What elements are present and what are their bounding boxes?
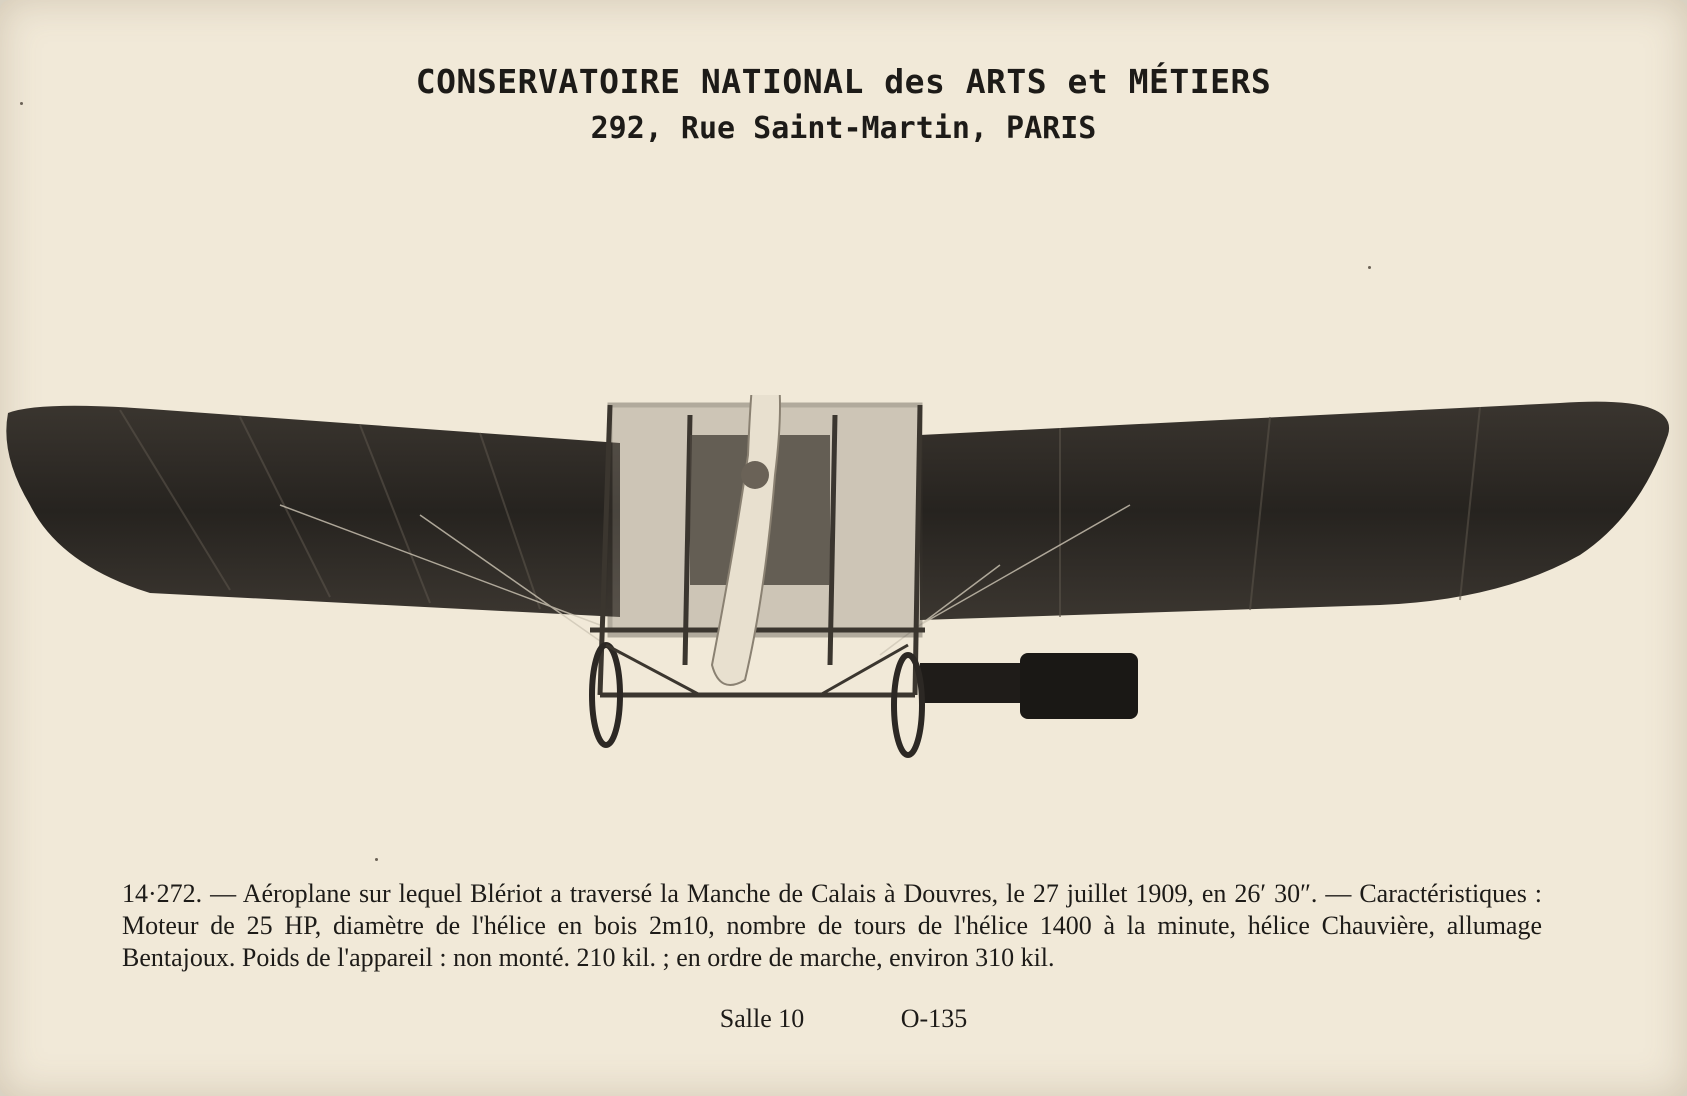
bleriot-aeroplane-photo xyxy=(0,395,1687,815)
paper-speck xyxy=(20,102,23,105)
paper-speck xyxy=(375,858,378,861)
catalog-number: 14·272. xyxy=(122,879,203,908)
photo-caption xyxy=(122,878,1542,974)
institution-address: 292, Rue Saint-Martin, PARIS xyxy=(590,111,1097,146)
institution-title: CONSERVATOIRE NATIONAL des ARTS et MÉTIERS xyxy=(415,62,1272,101)
exhibit-reference xyxy=(0,1004,1687,1034)
postcard-header xyxy=(0,62,1687,146)
exhibit-code: O-135 xyxy=(900,1004,968,1033)
room-label: Salle 10 xyxy=(719,1004,805,1033)
left-wing xyxy=(6,406,620,617)
caption-text: — Aéroplane sur lequel Blériot a traversé la Manche de Calais à Douvres, le 27 juillet 1909, en 26′ 30″. — Caractéristiques : Moteur de 25 HP, diamètre de l'hélice en bois 2m10, nombre de tours de l'hélice 1400 à la minute, hélice Chauvière, allumage Bentajoux. Poids de l'appareil : non monté. 210 kil. ; en ordre de marche, environ 310 kil. xyxy=(122,879,1543,972)
right-wing xyxy=(920,402,1669,620)
paper-speck xyxy=(1368,266,1371,269)
right-wheel xyxy=(894,655,922,755)
